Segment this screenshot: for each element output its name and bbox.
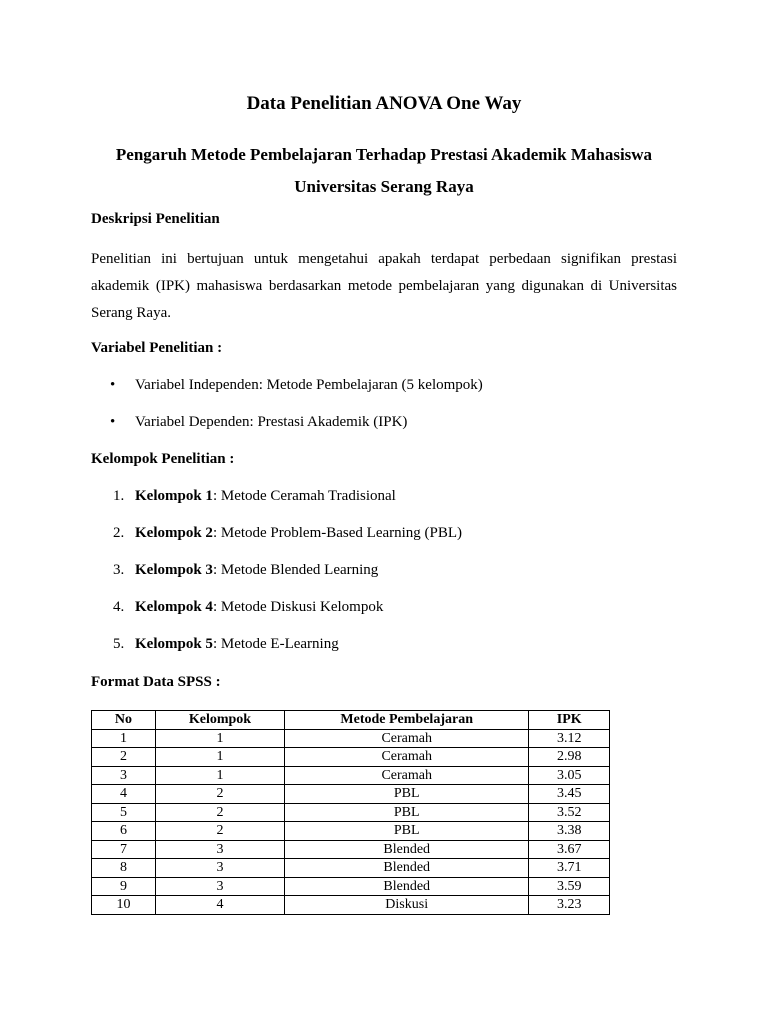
cell-metode: PBL <box>284 785 528 804</box>
bullet-icon: • <box>110 414 116 430</box>
subtitle-line-1: Pengaruh Metode Pembelajaran Terhadap Prestasi Akademik Mahasiswa <box>115 145 653 164</box>
cell-ipk: 3.52 <box>529 803 610 822</box>
cell-no: 10 <box>92 896 156 915</box>
kelompok-label: Kelompok 5 <box>135 636 213 652</box>
cell-ipk: 3.12 <box>529 729 610 748</box>
cell-metode: Blended <box>284 859 528 878</box>
subtitle-line-2: Universitas Serang Raya <box>294 177 474 196</box>
list-item-text <box>135 562 378 579</box>
kelompok-label: Kelompok 4 <box>135 599 213 615</box>
list-item-text <box>135 525 462 542</box>
cell-kelompok: 1 <box>155 766 284 785</box>
table-body <box>92 729 610 914</box>
cell-metode: Ceramah <box>284 729 528 748</box>
table-row <box>92 896 610 915</box>
table-header-row <box>92 711 610 730</box>
cell-kelompok: 2 <box>155 785 284 804</box>
cell-no: 4 <box>92 785 156 804</box>
document-subtitle <box>91 139 677 203</box>
cell-no: 3 <box>92 766 156 785</box>
variabel-heading: Variabel Penelitian : <box>91 340 223 356</box>
cell-metode: Ceramah <box>284 766 528 785</box>
list-number: 3. <box>113 562 125 578</box>
cell-metode: Diskusi <box>284 896 528 915</box>
cell-ipk: 3.05 <box>529 766 610 785</box>
cell-kelompok: 4 <box>155 896 284 915</box>
list-number: 4. <box>113 599 125 615</box>
cell-metode: Blended <box>284 877 528 896</box>
table-row <box>92 729 610 748</box>
cell-no: 9 <box>92 877 156 896</box>
cell-kelompok: 1 <box>155 729 284 748</box>
cell-no: 2 <box>92 748 156 767</box>
kelompok-label: Kelompok 3 <box>135 562 213 578</box>
format-heading: Format Data SPSS : <box>91 674 221 690</box>
kelompok-heading: Kelompok Penelitian : <box>91 451 235 467</box>
cell-ipk: 3.45 <box>529 785 610 804</box>
cell-kelompok: 3 <box>155 840 284 859</box>
kelompok-label: Kelompok 2 <box>135 525 213 541</box>
header-ipk: IPK <box>529 711 610 730</box>
kelompok-label: Kelompok 1 <box>135 488 213 504</box>
kelompok-desc: : Metode Problem-Based Learning (PBL) <box>212 525 463 541</box>
table-row <box>92 822 610 841</box>
cell-kelompok: 3 <box>155 859 284 878</box>
list-item-text: Variabel Independen: Metode Pembelajaran (5 kelompok) <box>135 377 483 393</box>
cell-ipk: 2.98 <box>529 748 610 767</box>
cell-ipk: 3.23 <box>529 896 610 915</box>
cell-metode: Ceramah <box>284 748 528 767</box>
cell-no: 6 <box>92 822 156 841</box>
list-item-text <box>135 599 383 616</box>
cell-ipk: 3.59 <box>529 877 610 896</box>
deskripsi-heading: Deskripsi Penelitian <box>91 211 220 227</box>
cell-no: 1 <box>92 729 156 748</box>
list-item-text: Variabel Dependen: Prestasi Akademik (IPK) <box>135 414 408 430</box>
cell-ipk: 3.67 <box>529 840 610 859</box>
cell-metode: PBL <box>284 822 528 841</box>
kelompok-desc: : Metode Ceramah Tradisional <box>212 488 396 504</box>
list-number: 1. <box>113 488 125 504</box>
kelompok-desc: : Metode Diskusi Kelompok <box>212 599 384 615</box>
cell-no: 8 <box>92 859 156 878</box>
table-row <box>92 803 610 822</box>
cell-kelompok: 2 <box>155 822 284 841</box>
table-row <box>92 785 610 804</box>
header-no: No <box>92 711 156 730</box>
bullet-icon: • <box>110 377 116 393</box>
cell-metode: PBL <box>284 803 528 822</box>
cell-no: 7 <box>92 840 156 859</box>
cell-kelompok: 2 <box>155 803 284 822</box>
table-row <box>92 859 610 878</box>
list-number: 2. <box>113 525 125 541</box>
table-row <box>92 748 610 767</box>
header-kelompok: Kelompok <box>155 711 284 730</box>
cell-no: 5 <box>92 803 156 822</box>
cell-ipk: 3.71 <box>529 859 610 878</box>
cell-kelompok: 3 <box>155 877 284 896</box>
cell-kelompok: 1 <box>155 748 284 767</box>
table-row <box>92 877 610 896</box>
deskripsi-paragraph: Penelitian ini bertujuan untuk mengetahui apakah terdapat perbedaan signifikan prestasi akademik (IPK) mahasiswa berdasarkan metode pembelajaran yang digunakan di Universitas Serang Raya. <box>91 251 677 321</box>
cell-metode: Blended <box>284 840 528 859</box>
cell-ipk: 3.38 <box>529 822 610 841</box>
list-number: 5. <box>113 636 125 652</box>
spss-data-table <box>91 710 610 915</box>
kelompok-desc: : Metode Blended Learning <box>212 562 379 578</box>
header-metode: Metode Pembelajaran <box>284 711 528 730</box>
list-item-text <box>135 488 396 505</box>
table-row <box>92 840 610 859</box>
list-item-text <box>135 636 339 653</box>
table-row <box>92 766 610 785</box>
document-title: Data Penelitian ANOVA One Way <box>246 93 522 114</box>
kelompok-desc: : Metode E-Learning <box>212 636 339 652</box>
